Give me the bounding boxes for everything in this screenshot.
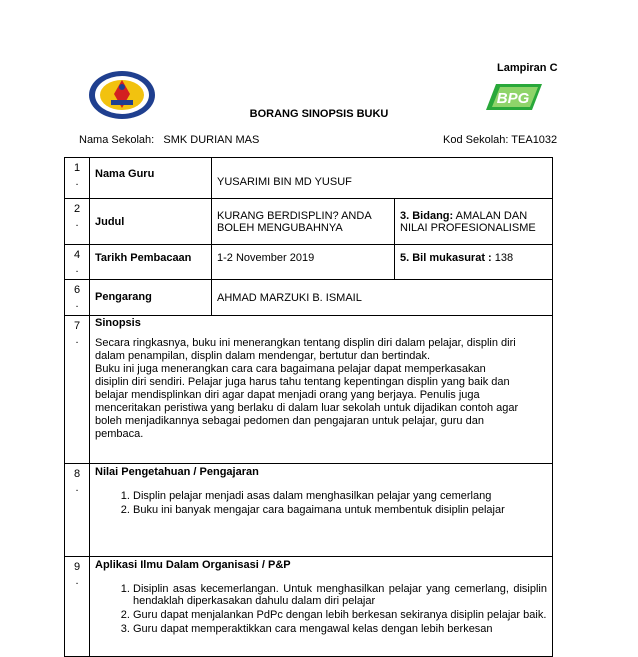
tarikh-label: Tarikh Pembacaan	[90, 245, 212, 280]
row-number: 1 .	[65, 158, 90, 199]
sinopsis-text: Secara ringkasnya, buku ini menerangkan tentang displin diri dalam pelajar, displin diri dalam penampilan, displin dalam mendengar, bertutur dan bertindak. Buku ini juga menerangkan cara cara bagaimana pelajar dapat memperkasakan disiplin diri sendiri. Pelajar juga harus tahu tentang kepentingan displin yang baik dan belajar mendisplinkan diri agar dapat menjadi orang yang berjaya. Penulis juga menceritakan peristiwa yang berlaku di dalam luar sekolah untuk dijadikan contoh agar boleh menjadikannya sebagai pedomen dan pengajaran untuk pelajar, guru dan pembaca.	[95, 337, 519, 440]
row-pengarang	[65, 280, 553, 316]
judul-label: Judul	[90, 199, 212, 245]
school-info	[79, 134, 259, 146]
school-code-label: Kod Sekolah:	[443, 134, 509, 146]
mukasurat-cell	[395, 245, 553, 280]
tarikh-value: 1-2 November 2019	[212, 245, 395, 280]
judul-value: KURANG BERDISPLIN? ANDA BOLEH MENGUBAHNYA	[212, 199, 395, 245]
pengarang-value: AHMAD MARZUKI B. ISMAIL	[212, 280, 553, 316]
nilai-cell	[90, 464, 553, 557]
nilai-label: Nilai Pengetahuan / Pengajaran	[95, 466, 259, 478]
list-item: 1. Disiplin asas kecemerlangan. Untuk menghasilkan pelajar yang cemerlang, disiplin hendaklah diperkasakan dahulu dalam diri pelajar	[133, 583, 547, 607]
synopsis-form-table	[64, 157, 553, 657]
school-code-value: TEA1032	[511, 134, 558, 146]
row-sinopsis	[65, 316, 553, 464]
list-item: 2. Buku ini banyak mengajar cara bagaimana untuk membentuk disiplin pelajar	[133, 504, 547, 516]
row-number: 2 .	[65, 199, 90, 245]
bidang-value-2: NILAI PROFESIONALISME	[400, 221, 536, 234]
row-number: 6 .	[65, 280, 90, 316]
bidang-cell	[395, 199, 553, 245]
list-item: 1. Displin pelajar menjadi asas dalam menghasilkan pelajar yang cemerlang	[133, 490, 547, 502]
school-code-info	[443, 134, 557, 146]
school-label: Nama Sekolah:	[79, 134, 155, 146]
sinopsis-cell	[90, 316, 553, 464]
row-nilai	[65, 464, 553, 557]
bidang-label: 3. Bidang:	[400, 209, 454, 222]
bidang-value-1: AMALAN DAN	[455, 209, 528, 222]
row-tarikh	[65, 245, 553, 280]
row-judul	[65, 199, 553, 245]
mukasurat-label: 5. Bil mukasurat :	[400, 252, 492, 264]
mukasurat-value: 138	[494, 252, 514, 264]
nama-guru-label: Nama Guru	[90, 158, 212, 199]
row-number: 4 .	[65, 245, 90, 280]
row-aplikasi	[65, 557, 553, 657]
nama-guru-value: YUSARIMI BIN MD YUSUF	[212, 158, 553, 199]
aplikasi-label: Aplikasi Ilmu Dalam Organisasi / P&P	[95, 559, 291, 571]
aplikasi-cell	[90, 557, 553, 657]
row-number: 8 .	[65, 464, 90, 557]
row-nama-guru	[65, 158, 553, 199]
form-title: BORANG SINOPSIS BUKU	[249, 108, 389, 120]
bpg-logo-text: BPG	[496, 90, 530, 107]
row-number: 7 .	[65, 316, 90, 464]
aplikasi-list	[95, 583, 547, 635]
list-item: 2. Guru dapat menjalankan PdPc dengan lebih berkesan sekiranya disiplin pelajar baik.	[133, 609, 547, 621]
row-number: 9 .	[65, 557, 90, 657]
pengarang-label: Pengarang	[90, 280, 212, 316]
school-name: SMK DURIAN MAS	[163, 134, 260, 146]
sinopsis-label: Sinopsis	[95, 317, 141, 329]
lampiran-label: Lampiran C	[497, 62, 558, 74]
list-item: 3. Guru dapat memperaktikkan cara mengawal kelas dengan lebih berkesan	[133, 623, 547, 635]
nilai-list	[95, 490, 547, 516]
